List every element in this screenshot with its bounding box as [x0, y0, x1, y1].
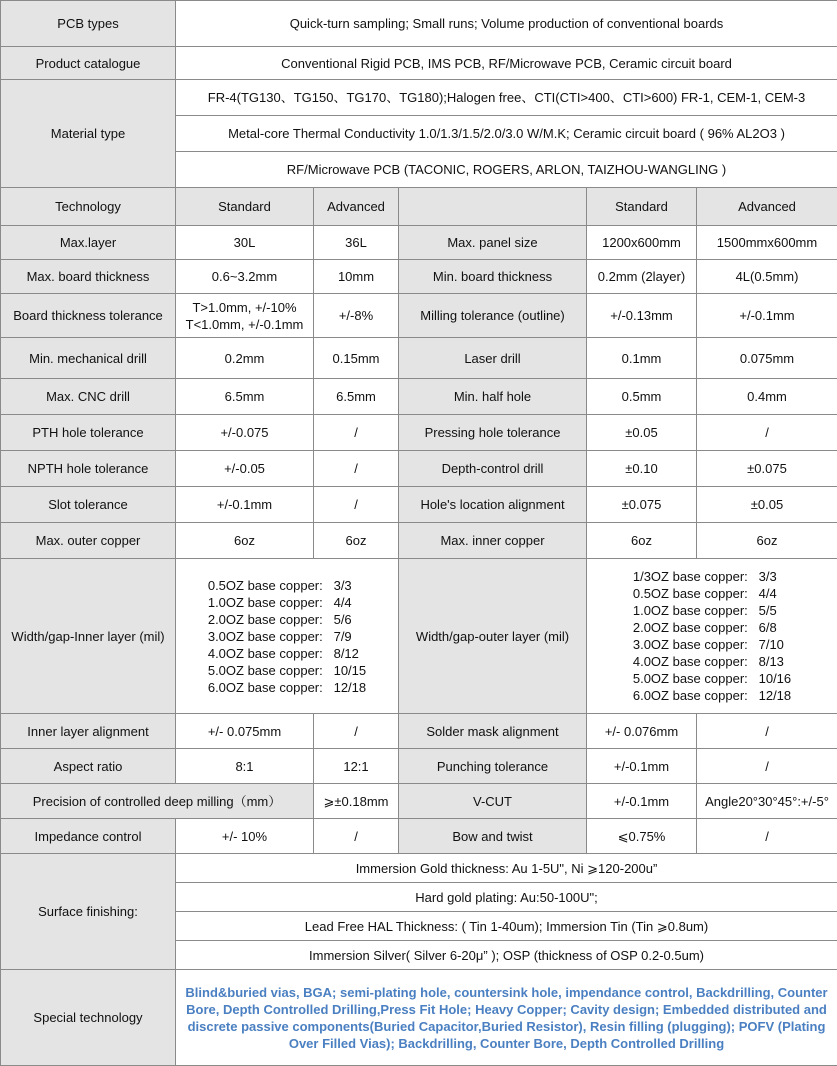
- surface-finishing-label: Surface finishing:: [1, 854, 176, 970]
- advanced-value: +/-8%: [314, 294, 399, 338]
- width-gap-value: 5/6: [334, 612, 352, 627]
- thickness-tolerance-line-2: T<1.0mm, +/-0.1mm: [179, 316, 310, 333]
- copper-spec-row: [208, 577, 366, 594]
- spec-label: Solder mask alignment: [399, 714, 587, 749]
- copper-weight: 3.0OZ base copper:: [208, 629, 323, 644]
- spec-label: Precision of controlled deep milling（mm）: [1, 784, 314, 819]
- copper-weight: 4.0OZ base copper:: [633, 654, 748, 669]
- advanced-value: +/-0.1mm: [697, 294, 837, 338]
- thickness-tolerance-line-1: T>1.0mm, +/-10%: [179, 299, 310, 316]
- standard-value: +/-0.1mm: [587, 749, 697, 784]
- copper-spec-row: [208, 679, 366, 696]
- spec-label: NPTH hole tolerance: [1, 451, 176, 487]
- spec-label: Depth-control drill: [399, 451, 587, 487]
- width-gap-value: 12/18: [334, 680, 367, 695]
- inner-copper-list: [208, 577, 366, 696]
- standard-value: +/-0.1mm: [587, 784, 697, 819]
- advanced-value: 0.15mm: [314, 338, 399, 379]
- copper-spec-row: [633, 585, 791, 602]
- width-gap-value: 12/18: [759, 688, 792, 703]
- standard-value: [176, 294, 314, 338]
- pcb-types-value: Quick-turn sampling; Small runs; Volume production of conventional boards: [176, 1, 837, 47]
- copper-spec-row: [208, 594, 366, 611]
- outer-copper-list: [633, 568, 791, 704]
- copper-weight: 1.0OZ base copper:: [208, 595, 323, 610]
- standard-value: 0.2mm (2layer): [587, 260, 697, 294]
- spec-label: Min. mechanical drill: [1, 338, 176, 379]
- advanced-value: 10mm: [314, 260, 399, 294]
- surface-line-3: Lead Free HAL Thickness: ( Tin 1-40um); Immersion Tin (Tin ⩾0.8um): [176, 912, 837, 941]
- advanced-value: ⩾±0.18mm: [314, 784, 399, 819]
- copper-spec-row: [208, 645, 366, 662]
- advanced-value: 4L(0.5mm): [697, 260, 837, 294]
- width-gap-outer-label: Width/gap-outer layer (mil): [399, 559, 587, 714]
- advanced-value: /: [314, 415, 399, 451]
- advanced-value: ±0.05: [697, 487, 837, 523]
- advanced-value: 0.4mm: [697, 379, 837, 415]
- standard-value: +/-0.1mm: [176, 487, 314, 523]
- width-gap-outer-values: [587, 559, 837, 714]
- spec-label: Inner layer alignment: [1, 714, 176, 749]
- special-technology-label: Special technology: [1, 970, 176, 1066]
- spec-label: PTH hole tolerance: [1, 415, 176, 451]
- spec-label: Max. outer copper: [1, 523, 176, 559]
- spec-label: Min. board thickness: [399, 260, 587, 294]
- copper-spec-row: [208, 662, 366, 679]
- copper-spec-row: [633, 687, 791, 704]
- spec-label: Min. half hole: [399, 379, 587, 415]
- product-catalogue-value: Conventional Rigid PCB, IMS PCB, RF/Microwave PCB, Ceramic circuit board: [176, 47, 837, 80]
- copper-spec-row: [208, 611, 366, 628]
- advanced-value: /: [697, 415, 837, 451]
- surface-line-2: Hard gold plating: Au:50-100U";: [176, 883, 837, 912]
- standard-value: +/-0.05: [176, 451, 314, 487]
- width-gap-value: 6/8: [759, 620, 777, 635]
- copper-weight: 1/3OZ base copper:: [633, 569, 748, 584]
- advanced-value: 1500mmx600mm: [697, 226, 837, 260]
- spec-label: Max.layer: [1, 226, 176, 260]
- pcb-types-label: PCB types: [1, 1, 176, 47]
- advanced-value: /: [697, 819, 837, 854]
- product-catalogue-label: Product catalogue: [1, 47, 176, 80]
- material-line-3: RF/Microwave PCB (TACONIC, ROGERS, ARLON, TAIZHOU-WANGLING ): [176, 152, 837, 188]
- spec-label: Impedance control: [1, 819, 176, 854]
- advanced-value: 6oz: [697, 523, 837, 559]
- advanced-value: /: [314, 714, 399, 749]
- advanced-header-right: Advanced: [697, 188, 837, 226]
- width-gap-value: 7/10: [759, 637, 784, 652]
- advanced-value: ±0.075: [697, 451, 837, 487]
- standard-value: 0.2mm: [176, 338, 314, 379]
- advanced-value: /: [314, 819, 399, 854]
- advanced-value: /: [697, 749, 837, 784]
- technology-header: Technology: [1, 188, 176, 226]
- width-gap-value: 4/4: [334, 595, 352, 610]
- special-technology-text: Blind&buried vias, BGA; semi-plating hole, countersink hole, impendance control, Backdrilling, Counter Bore, Depth Controlled Drilling,Press Fit Hole; Heavy Copper; Cavity design; Embedded distributed and discrete passive components(Buried Capacitor,Buried Resistor), Resin filling (plugging); POFV (Plating Over Filled Vias); Backdrilling, Counter Bore, Depth Controlled Drilling: [176, 970, 837, 1066]
- standard-value: ±0.05: [587, 415, 697, 451]
- standard-value: +/- 0.075mm: [176, 714, 314, 749]
- standard-value: 8:1: [176, 749, 314, 784]
- copper-spec-row: [633, 653, 791, 670]
- copper-weight: 2.0OZ base copper:: [633, 620, 748, 635]
- spec-label: Max. panel size: [399, 226, 587, 260]
- advanced-header: Advanced: [314, 188, 399, 226]
- standard-header: Standard: [176, 188, 314, 226]
- spec-label: Max. CNC drill: [1, 379, 176, 415]
- spec-label: Max. board thickness: [1, 260, 176, 294]
- standard-value: +/- 0.076mm: [587, 714, 697, 749]
- standard-value: 6oz: [587, 523, 697, 559]
- copper-weight: 0.5OZ base copper:: [208, 578, 323, 593]
- copper-weight: 2.0OZ base copper:: [208, 612, 323, 627]
- spec-label: Aspect ratio: [1, 749, 176, 784]
- width-gap-value: 5/5: [759, 603, 777, 618]
- advanced-value: 6.5mm: [314, 379, 399, 415]
- copper-weight: 3.0OZ base copper:: [633, 637, 748, 652]
- copper-weight: 4.0OZ base copper:: [208, 646, 323, 661]
- width-gap-inner-label: Width/gap-Inner layer (mil): [1, 559, 176, 714]
- width-gap-value: 7/9: [334, 629, 352, 644]
- standard-header-right: Standard: [587, 188, 697, 226]
- standard-value: 30L: [176, 226, 314, 260]
- blank-header: [399, 188, 587, 226]
- copper-weight: 5.0OZ base copper:: [633, 671, 748, 686]
- standard-value: 0.5mm: [587, 379, 697, 415]
- spec-label: Punching tolerance: [399, 749, 587, 784]
- standard-value: 6oz: [176, 523, 314, 559]
- spec-label: V-CUT: [399, 784, 587, 819]
- copper-weight: 5.0OZ base copper:: [208, 663, 323, 678]
- copper-weight: 6.0OZ base copper:: [633, 688, 748, 703]
- width-gap-value: 4/4: [759, 586, 777, 601]
- spec-label: Hole's location alignment: [399, 487, 587, 523]
- surface-line-4: Immersion Silver( Silver 6-20μ” ); OSP (thickness of OSP 0.2-0.5um): [176, 941, 837, 970]
- material-line-1: FR-4(TG130、TG150、TG170、TG180);Halogen free、CTI(CTI>400、CTI>600) FR-1, CEM-1, CEM-3: [176, 80, 837, 116]
- advanced-value: Angle20°30°45°:+/-5°: [697, 784, 837, 819]
- standard-value: 1200x600mm: [587, 226, 697, 260]
- spec-label: Board thickness tolerance: [1, 294, 176, 338]
- spec-label: Laser drill: [399, 338, 587, 379]
- advanced-value: 36L: [314, 226, 399, 260]
- copper-spec-row: [633, 568, 791, 585]
- advanced-value: /: [697, 714, 837, 749]
- width-gap-value: 3/3: [759, 569, 777, 584]
- copper-weight: 0.5OZ base copper:: [633, 586, 748, 601]
- material-type-label: Material type: [1, 80, 176, 188]
- width-gap-value: 10/16: [759, 671, 792, 686]
- copper-spec-row: [633, 670, 791, 687]
- copper-weight: 6.0OZ base copper:: [208, 680, 323, 695]
- standard-value: 6.5mm: [176, 379, 314, 415]
- width-gap-inner-values: [176, 559, 399, 714]
- copper-weight: 1.0OZ base copper:: [633, 603, 748, 618]
- copper-spec-row: [208, 628, 366, 645]
- width-gap-value: 8/13: [759, 654, 784, 669]
- width-gap-value: 8/12: [334, 646, 359, 661]
- standard-value: ±0.075: [587, 487, 697, 523]
- standard-value: 0.1mm: [587, 338, 697, 379]
- width-gap-value: 3/3: [334, 578, 352, 593]
- advanced-value: 12:1: [314, 749, 399, 784]
- surface-line-1: Immersion Gold thickness: Au 1-5U", Ni ⩾120-200u”: [176, 854, 837, 883]
- advanced-value: 0.075mm: [697, 338, 837, 379]
- advanced-value: /: [314, 451, 399, 487]
- copper-spec-row: [633, 602, 791, 619]
- spec-label: Slot tolerance: [1, 487, 176, 523]
- standard-value: ±0.10: [587, 451, 697, 487]
- advanced-value: 6oz: [314, 523, 399, 559]
- standard-value: ⩽0.75%: [587, 819, 697, 854]
- standard-value: +/-0.13mm: [587, 294, 697, 338]
- spec-label: Pressing hole tolerance: [399, 415, 587, 451]
- advanced-value: /: [314, 487, 399, 523]
- width-gap-value: 10/15: [334, 663, 367, 678]
- standard-value: +/- 10%: [176, 819, 314, 854]
- standard-value: 0.6~3.2mm: [176, 260, 314, 294]
- copper-spec-row: [633, 636, 791, 653]
- material-line-2: Metal-core Thermal Conductivity 1.0/1.3/1.5/2.0/3.0 W/M.K; Ceramic circuit board ( 96% AL2O3 ): [176, 116, 837, 152]
- copper-spec-row: [633, 619, 791, 636]
- standard-value: +/-0.075: [176, 415, 314, 451]
- spec-label: Milling tolerance (outline): [399, 294, 587, 338]
- spec-label: Bow and twist: [399, 819, 587, 854]
- spec-label: Max. inner copper: [399, 523, 587, 559]
